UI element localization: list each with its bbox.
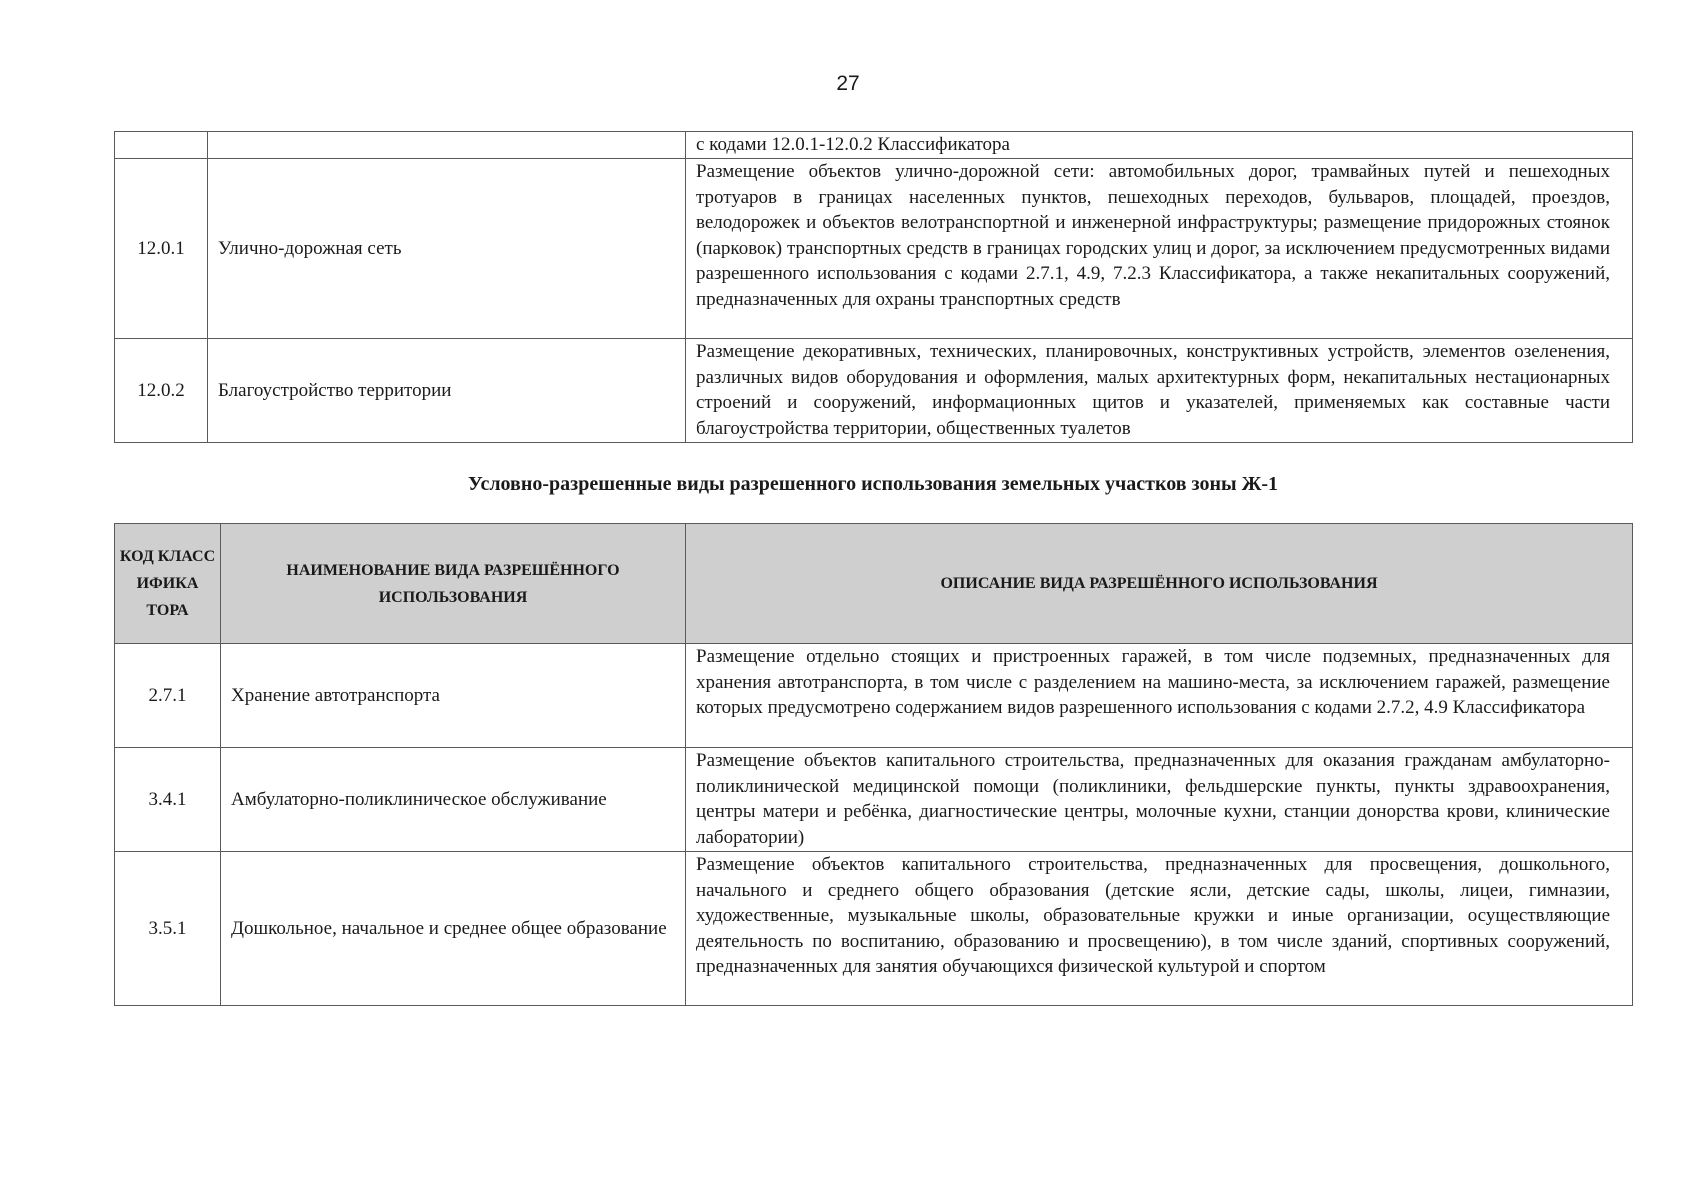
page-number: 27 (836, 72, 860, 95)
description-cell: Размещение отдельно стоящих и пристроенных гаражей, в том числе подземных, предназначенных для хранения автотранспорта, в том числе с разделением на машино-места, за исключением гаражей, размещение которых предусмотрено содержанием видов разрешенного использования с кодами 2.7.2, 4.9 Классификатора (686, 644, 1633, 748)
code-cell: 3.4.1 (115, 748, 221, 852)
description-cell: Размещение декоративных, технических, планировочных, конструктивных устройств, элементов озеленения, различных видов оборудования и оформления, малых архитектурных форм, некапитальных нестационарных строений и сооружений, информационных щитов и указателей, применяемых как составные части благоустройства территории, общественных туалетов (686, 339, 1633, 443)
table-row (115, 644, 1633, 748)
code-cell: 3.5.1 (115, 852, 221, 1006)
description-cell: Размещение объектов улично-дорожной сети: автомобильных дорог, трамвайных путей и пешеходных тротуаров в границах населенных пунктов, пешеходных переходов, бульваров, площадей, проездов, велодорожек и объектов велотранспортной и инженерной инфраструктуры; размещение придорожных стоянок (парковок) транспортных средств в границах городских улиц и дорог, за исключением предусмотренных видами разрешенного использования с кодами 2.7.1, 4.9, 7.2.3 Классификатора, а также некапитальных сооружений, предназначенных для охраны транспортных средств (686, 159, 1633, 339)
table-row (115, 159, 1633, 339)
table-row (115, 748, 1633, 852)
description-cell: Размещение объектов капитального строительства, предназначенных для оказания гражданам амбулаторно-поликлинической медицинской помощи (поликлиники, фельдшерские пункты, пункты здравоохранения, центры матери и ребёнка, диагностические центры, молочные кухни, станции донорства крови, клинические лаборатории) (686, 748, 1633, 852)
table-row (115, 339, 1633, 443)
name-cell (208, 132, 686, 159)
table-row (115, 852, 1633, 1006)
header-name: НАИМЕНОВАНИЕ ВИДА РАЗРЕШЁННОГО ИСПОЛЬЗОВАНИЯ (221, 524, 686, 644)
description-cell: с кодами 12.0.1-12.0.2 Классификатора (686, 132, 1633, 159)
name-cell: Дошкольное, начальное и среднее общее образование (221, 852, 686, 1006)
table-header-row (115, 524, 1633, 644)
section-title: Условно-разрешенные виды разрешенного использования земельных участков зоны Ж-1 (467, 473, 1279, 495)
code-cell: 2.7.1 (115, 644, 221, 748)
description-cell: Размещение объектов капитального строительства, предназначенных для просвещения, дошкольного, начального и среднего общего образования (детские ясли, детские сады, школы, лицеи, гимназии, художественные, музыкальные школы, образовательные кружки и иные организации, осуществляющие деятельность по воспитанию, образованию и просвещению), в том числе зданий, спортивных сооружений, предназначенных для занятия обучающихся физической культурой и спортом (686, 852, 1633, 1006)
name-cell: Улично-дорожная сеть (208, 159, 686, 339)
conditional-uses-table (114, 523, 1633, 1006)
name-cell: Амбулаторно-поликлиническое обслуживание (221, 748, 686, 852)
permitted-uses-table-continued (114, 131, 1633, 443)
header-code: КОД КЛАСС ИФИКА ТОРА (115, 524, 221, 644)
code-cell: 12.0.2 (115, 339, 208, 443)
name-cell: Хранение автотранспорта (221, 644, 686, 748)
header-description: ОПИСАНИЕ ВИДА РАЗРЕШЁННОГО ИСПОЛЬЗОВАНИЯ (686, 524, 1633, 644)
name-cell: Благоустройство территории (208, 339, 686, 443)
code-cell: 12.0.1 (115, 159, 208, 339)
code-cell (115, 132, 208, 159)
table-row (115, 132, 1633, 159)
